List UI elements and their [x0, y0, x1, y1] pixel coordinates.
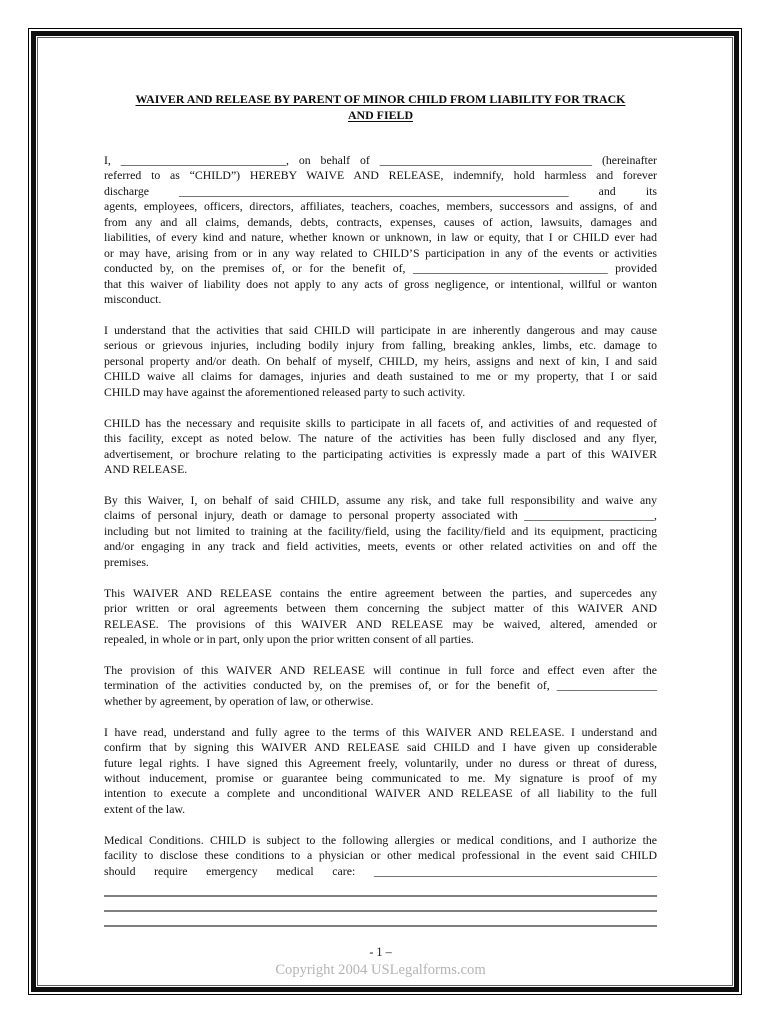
paragraph-line: extent of the law. — [104, 801, 186, 816]
paragraph-line: serious or grievous injuries, including bodily injury from falling, breaking ankles, limbs, etc. damage to — [104, 338, 657, 353]
paragraph-line: Medical Conditions. CHILD is subject to the following allergies or medical conditions, and I authorize the — [104, 832, 657, 847]
paragraph-line: facility to disclose these conditions to a physician or other medical professional in the event said CHILD — [104, 848, 657, 863]
paragraph-line: that this waiver of liability does not apply to any acts of gross negligence, or intentional, willful or wanton — [104, 276, 657, 291]
paragraph-line: including but not limited to training at the facility/field, using the facility/field and its equipment, practicing — [104, 523, 657, 538]
paragraph — [104, 323, 657, 400]
paragraph — [104, 153, 657, 308]
paragraph-line: referred to as “CHILD”) HEREBY WAIVE AND RELEASE, indemnify, hold harmless and forever — [104, 168, 657, 183]
paragraph-line: advertisement, or brochure relating to the participating activities is expressly made a part of this WAIVER — [104, 446, 657, 461]
paragraph-line: The provision of this WAIVER AND RELEASE will continue in full force and effect even after the — [104, 662, 657, 677]
signature-rules — [104, 895, 657, 928]
blank-writing-line — [104, 895, 657, 897]
paragraph-line: I understand that the activities that said CHILD will participate in are inherently dangerous and may cause — [104, 322, 657, 337]
paragraph-line: and/or engaging in any track and field activities, meets, events or other related activities on and off the — [104, 539, 657, 554]
paragraph — [104, 833, 657, 879]
paragraph-line: or may have, arising from or in any way related to CHILD’S participation in any of the events or activities — [104, 245, 657, 260]
paragraph — [104, 416, 657, 478]
paragraph-line: By this Waiver, I, on behalf of said CHILD, assume any risk, and take full responsibility and waive any — [104, 492, 657, 507]
paragraph-line: whether by agreement, by operation of law, or otherwise. — [104, 693, 374, 708]
document-paragraphs — [104, 153, 657, 879]
paragraph-line: conducted by, on the premises of, or for the benefit of, _________________________________ provided — [104, 261, 657, 276]
paragraph-line: I, ____________________________, on behalf of ____________________________________ (hereinafter — [104, 153, 657, 167]
paragraph-line: termination of the activities conducted by, on the premises of, or for the benefit of, _________________ — [104, 678, 657, 693]
paragraph-line: should require emergency medical care: ________________________________________________ — [104, 863, 657, 878]
document-title-line2: AND FIELD — [347, 108, 414, 122]
page-footer — [104, 945, 657, 979]
document-title — [104, 91, 657, 123]
paragraph-line: CHILD waive all claims for damages, injuries and death sustained to me or my property, that I or said — [104, 369, 657, 384]
paragraph-line: CHILD may have against the aforementioned released party to such activity. — [104, 384, 466, 399]
blank-writing-line — [104, 925, 657, 927]
paragraph-line: premises. — [104, 554, 149, 569]
paragraph-line: future legal rights. I have signed this Agreement freely, voluntarily, under no duress or threat of duress, — [104, 755, 657, 770]
document-page — [37, 37, 733, 986]
paragraph-line: CHILD has the necessary and requisite skills to participate in all facets of, and activities of and requested of — [104, 415, 657, 430]
paragraph-line: personal property and/or death. On behalf of myself, CHILD, my heirs, assigns and next of kin, I and said — [104, 353, 657, 368]
document-body — [104, 91, 657, 979]
paragraph — [104, 493, 657, 570]
paragraph-line: misconduct. — [104, 292, 162, 307]
paragraph-line: confirm that by signing this WAIVER AND RELEASE said CHILD and I have given up considerable — [104, 740, 657, 755]
paragraph-line: without inducement, promise or guarantee being communicated to me. My signature is proof of my — [104, 771, 657, 786]
paragraph-line: liabilities, of every kind and nature, whether known or unknown, in law or equity, that I or CHILD ever had — [104, 230, 657, 245]
blank-writing-line — [104, 910, 657, 912]
paragraph-line: this facility, except as noted below. The nature of the activities has been fully disclosed and any flyer, — [104, 431, 657, 446]
paragraph-line: claims of personal injury, death or damage to personal property associated with ______________________, — [104, 508, 657, 523]
paragraph — [104, 725, 657, 818]
paragraph-line: I have read, understand and fully agree to the terms of this WAIVER AND RELEASE. I understand and — [104, 724, 657, 739]
page-number: - 1 – — [369, 945, 392, 960]
paragraph-line: from any and all claims, demands, debts, contracts, expenses, causes of action, lawsuits, damages and — [104, 214, 657, 229]
page-frame-inner — [31, 31, 739, 992]
paragraph-line: intention to execute a complete and unconditional WAIVER AND RELEASE of all liability to the full — [104, 786, 657, 801]
paragraph-line: discharge __________________________________________________________________ and its — [104, 183, 657, 198]
paragraph-line: AND RELEASE. — [104, 462, 188, 477]
paragraph-line: repealed, in whole or in part, only upon the prior written consent of all parties. — [104, 631, 474, 646]
document-title-line1: WAIVER AND RELEASE BY PARENT OF MINOR CHILD FROM LIABILITY FOR TRACK — [135, 92, 626, 106]
paragraph-line: agents, employees, officers, directors, affiliates, teachers, coaches, members, successors and assigns, of and — [104, 199, 657, 214]
paragraph-line: prior written or oral agreements between them concerning the subject matter of this WAIVER AND — [104, 601, 657, 616]
paragraph-line: RELEASE. The provisions of this WAIVER AND RELEASE may be waived, altered, amended or — [104, 616, 657, 631]
copyright-line: Copyright 2004 USLegalforms.com — [275, 962, 486, 979]
paragraph — [104, 586, 657, 648]
paragraph — [104, 663, 657, 709]
paragraph-line: This WAIVER AND RELEASE contains the entire agreement between the parties, and supercedes any — [104, 585, 657, 600]
page-frame — [28, 28, 742, 995]
